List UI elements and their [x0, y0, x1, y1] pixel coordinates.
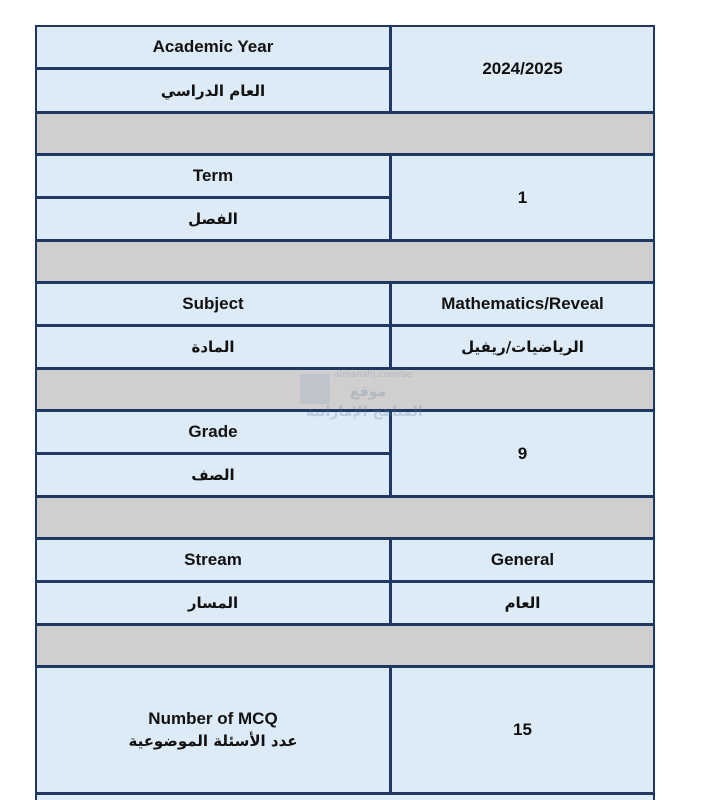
- mcq-label-ar: عدد الأسئلة الموضوعية: [128, 732, 298, 750]
- watermark-line1: موقع: [350, 384, 387, 400]
- watermark-url: almanahj.com/ae: [334, 370, 412, 380]
- next-row-partial: [37, 795, 653, 800]
- term-label-en: Term: [37, 156, 389, 196]
- grade-value: 9: [392, 412, 653, 495]
- term-label-ar: الفصل: [37, 199, 389, 239]
- academic-year-label-en: Academic Year: [37, 27, 389, 67]
- stream-value-en: General: [392, 540, 653, 580]
- grade-label-en: Grade: [37, 412, 389, 452]
- mcq-label-en: Number of MCQ: [148, 709, 278, 728]
- academic-year-value: 2024/2025: [392, 27, 653, 111]
- separator-row: [37, 498, 653, 537]
- stream-label-ar: المسار: [37, 583, 389, 623]
- separator-row: [37, 370, 653, 409]
- subject-label-en: Subject: [37, 284, 389, 324]
- mcq-label: [37, 668, 389, 792]
- grade-label-ar: الصف: [37, 455, 389, 495]
- separator-row: [37, 242, 653, 281]
- stream-label-en: Stream: [37, 540, 389, 580]
- exam-info-table: [35, 25, 655, 800]
- subject-value-en: Mathematics/Reveal: [392, 284, 653, 324]
- term-value: 1: [392, 156, 653, 239]
- separator-row: [37, 626, 653, 665]
- stream-value-ar: العام: [392, 583, 653, 623]
- mcq-value: 15: [392, 668, 653, 792]
- separator-row: [37, 114, 653, 153]
- watermark-line2: المناهج الإماراتية: [306, 404, 423, 420]
- academic-year-label-ar: العام الدراسي: [37, 70, 389, 111]
- subject-value-ar: الرياضيات/ريفيل: [392, 327, 653, 367]
- subject-label-ar: المادة: [37, 327, 389, 367]
